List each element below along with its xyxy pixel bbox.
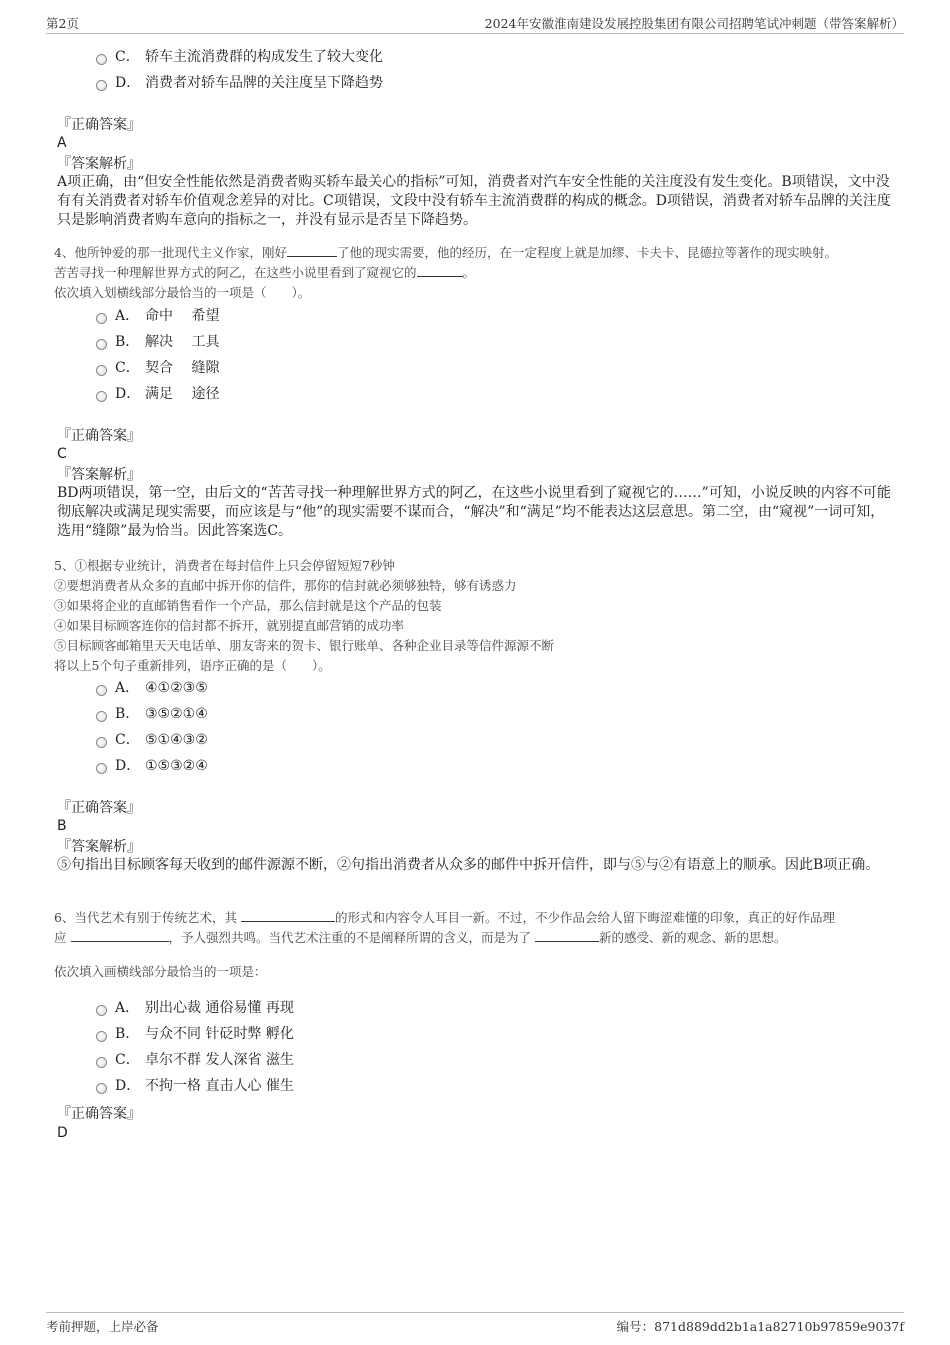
page-header	[46, 12, 904, 34]
radio-icon[interactable]	[96, 313, 107, 324]
q4-analysis: BD两项错误，第一空，由后文的“苦苦寻找一种理解世界方式的阿乙，在这些小说里看到了窥视它的……”可知，小说反映的内容不可能彻底解决或满足现实需要，而应该是与“他”的现实需要不谋而合，“解决”和“满足”均不能表达这层意思。第二空，由“窥视”一词可知，选用“缝隙”最为恰当。因此答案选C。	[57, 485, 891, 539]
q3-analysis-label: 『答案解析』	[57, 156, 141, 172]
q4-answer: C	[57, 446, 67, 462]
q3-option-c[interactable]: C． 轿车主流消费群的构成发生了较大变化	[96, 47, 383, 67]
q3-analysis: A项正确，由“但安全性能依然是消费者购买轿车最关心的指标”可知，消费者对汽车安全性能的关注度没有发生变化。B项错误，文中没有有关消费者对轿车价值观念差异的对比。C项错误，文段中没有轿车主流消费群的构成的概念。D项错误，消费者对轿车品牌的关注度只是影响消费者购车意向的指标之一，并没有显示是否呈下降趋势。	[57, 174, 891, 228]
radio-icon[interactable]	[96, 80, 107, 91]
radio-icon[interactable]	[96, 1005, 107, 1016]
q5-option-a[interactable]: A． ④①②③⑤	[96, 678, 208, 698]
radio-icon[interactable]	[96, 1031, 107, 1042]
q4-option-a[interactable]: A． 命中 希望	[96, 306, 219, 326]
q4-stem: 4、他所钟爱的那一批现代主义作家，刚好 了他的现实需要，他的经历，在一定程度上就是加缪、卡夫卡、昆德拉等著作的现实映射。 苦苦寻找一种理解世界方式的阿乙，在这些小说里看到了窥视它的 。 依次填入划横线部分最恰当的一项是（ ）。	[54, 245, 837, 300]
document-id: 编号：871d889dd2b1a1a82710b97859e9037f	[616, 1319, 904, 1334]
q3-answer: A	[57, 135, 67, 151]
q3-answer-label: 『正确答案』	[57, 117, 141, 133]
q6-option-d[interactable]: D． 不拘一格 直击人心 催生	[96, 1076, 294, 1096]
footer-slogan: 考前押题，上岸必备	[46, 1319, 159, 1334]
radio-icon[interactable]	[96, 1083, 107, 1094]
q6-option-b[interactable]: B． 与众不同 针砭时弊 孵化	[96, 1024, 294, 1044]
radio-icon[interactable]	[96, 737, 107, 748]
q5-analysis-label: 『答案解析』	[57, 839, 141, 855]
radio-icon[interactable]	[96, 1057, 107, 1068]
radio-icon[interactable]	[96, 339, 107, 350]
radio-icon[interactable]	[96, 54, 107, 65]
q4-option-d[interactable]: D． 满足 途径	[96, 384, 219, 404]
q6-answer-label: 『正确答案』	[57, 1106, 141, 1122]
q4-option-b[interactable]: B． 解决 工具	[96, 332, 219, 352]
radio-icon[interactable]	[96, 763, 107, 774]
q5-stem: 5、①根据专业统计，消费者在每封信件上只会停留短短7秒钟 ②要想消费者从众多的直邮中拆开你的信件，那你的信封就必须够独特，够有诱惑力 ③如果将企业的直邮销售看作一个产品，那么信封就是这个产品的包装 ④如果目标顾客连你的信封都不拆开，就别提直邮营销的成功率 ⑤目标顾客邮箱里天天电话单、朋友寄来的贺卡、银行账单、各种企业目录等信件源源不断 将以上5个句子重新排列，语序正确的是（ ）。	[54, 558, 555, 673]
page-number: 第2页	[46, 16, 79, 31]
radio-icon[interactable]	[96, 685, 107, 696]
q4-answer-label: 『正确答案』	[57, 428, 141, 444]
q5-option-c[interactable]: C． ⑤①④③②	[96, 730, 208, 750]
q5-option-b[interactable]: B． ③⑤②①④	[96, 704, 208, 724]
page-footer	[46, 1312, 904, 1336]
q6-stem: 6、当代艺术有别于传统艺术，其 的形式和内容令人耳目一新。不过，不少作品会给人留下晦涩难懂的印象，真正的好作品理 应 ，予人强烈共鸣。当代艺术注重的不是阐释所谓的含义，而是为了 新的感受、新的观念、新的思想。 依次填入画横线部分最恰当的一项是：	[54, 910, 835, 979]
q5-analysis: ⑤句指出目标顾客每天收到的邮件源源不断，②句指出消费者从众多的邮件中拆开信件，即与⑤与②有语意上的顺承。因此B项正确。	[57, 857, 880, 873]
q4-option-c[interactable]: C． 契合 缝隙	[96, 358, 219, 378]
radio-icon[interactable]	[96, 711, 107, 722]
document-title: 2024年安徽淮南建设发展控股集团有限公司招聘笔试冲刺题（带答案解析）	[484, 16, 904, 31]
q5-option-d[interactable]: D． ①⑤③②④	[96, 756, 208, 776]
radio-icon[interactable]	[96, 391, 107, 402]
q6-option-a[interactable]: A． 别出心裁 通俗易懂 再现	[96, 998, 294, 1018]
q4-analysis-label: 『答案解析』	[57, 467, 141, 483]
q6-option-c[interactable]: C． 卓尔不群 发人深省 滋生	[96, 1050, 294, 1070]
q3-option-d[interactable]: D． 消费者对轿车品牌的关注度呈下降趋势	[96, 73, 383, 93]
q5-answer: B	[57, 818, 67, 834]
q5-answer-label: 『正确答案』	[57, 800, 141, 816]
radio-icon[interactable]	[96, 365, 107, 376]
q6-answer: D	[57, 1125, 68, 1141]
